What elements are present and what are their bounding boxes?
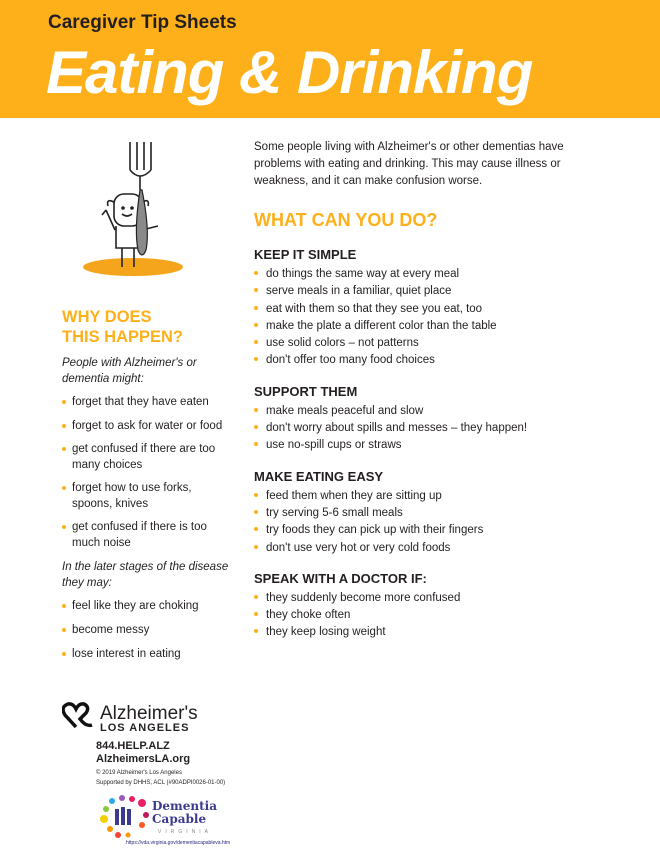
list-item: they suddenly become more confused	[254, 590, 614, 607]
section-keep-it-simple	[254, 247, 614, 370]
list-item: become messy	[62, 623, 232, 639]
dc-line1: Dementia	[152, 799, 217, 813]
list-item: make meals peaceful and slow	[254, 403, 614, 420]
dc-state: VIRGINIA	[158, 829, 212, 835]
what-can-you-do-heading: WHAT CAN YOU DO?	[254, 210, 438, 230]
intro-paragraph: Some people living with Alzheimer's or other dementias have problems with eating and drinking. This may cause illness or weakness, and it can make confusion worse.	[254, 141, 564, 187]
list-item: get confused if there are too many choices	[62, 442, 232, 473]
list-item: lose interest in eating	[62, 647, 232, 663]
dementia-capable-name	[152, 800, 217, 826]
section-title: KEEP IT SIMPLE	[254, 247, 357, 262]
list-item: use solid colors – not patterns	[254, 335, 614, 352]
copyright: © 2019 Alzheimer's Los Angeles	[96, 770, 182, 776]
page-title: Eating & Drinking	[46, 39, 533, 106]
contact-info	[96, 740, 190, 766]
list-item: try serving 5-6 small meals	[254, 505, 614, 522]
alzheimers-la-logo-icon	[62, 701, 98, 729]
list-item: they choke often	[254, 607, 614, 624]
why-section	[62, 307, 232, 671]
list-item: get confused if there is too much noise	[62, 520, 232, 551]
later-stages-intro: In the later stages of the disease they may:	[62, 561, 229, 589]
list-item: forget how to use forks, spoons, knives	[62, 481, 232, 512]
list-item: don't use very hot or very cold foods	[254, 540, 614, 557]
section-make-eating-easy	[254, 469, 614, 557]
support-note: Supported by DHHS, ACL (#90ADPI0026-01-00)	[96, 780, 226, 786]
list-item: forget to ask for water or food	[62, 419, 232, 435]
list-item: make the plate a different color than the table	[254, 318, 614, 335]
dc-url-link[interactable]: https://vda.virginia.gov/dementiacapableva.htm	[126, 840, 231, 846]
list-item: don't worry about spills and messes – they happen!	[254, 420, 614, 437]
list-item: serve meals in a familiar, quiet place	[254, 283, 614, 300]
why-heading-line1: WHY DOES	[62, 308, 152, 326]
list-item: they keep losing weight	[254, 624, 614, 641]
header-banner	[0, 0, 660, 118]
credits	[96, 768, 225, 788]
section-title: SPEAK WITH A DOCTOR IF:	[254, 570, 427, 586]
phone: 844.HELP.ALZ	[96, 740, 170, 752]
person-with-fork-illustration	[70, 130, 200, 280]
section-support-them	[254, 384, 614, 455]
series-title: Caregiver Tip Sheets	[48, 12, 237, 33]
org-name: Alzheimer's	[100, 703, 198, 724]
why-heading-line2: THIS HAPPEN?	[62, 328, 184, 346]
main-content	[254, 139, 614, 656]
list-item: forget that they have eaten	[62, 395, 232, 411]
dementia-capable-logo-icon	[98, 795, 152, 843]
dc-line2: Capable	[152, 812, 207, 826]
list-item: eat with them so that they see you eat, too	[254, 301, 614, 318]
org-city: LOS ANGELES	[100, 722, 190, 734]
list-item: don't offer too many food choices	[254, 352, 614, 369]
list-item: try foods they can pick up with their fingers	[254, 522, 614, 539]
section-title: SUPPORT THEM	[254, 383, 358, 399]
list-item: use no-spill cups or straws	[254, 437, 614, 454]
list-item: feel like they are choking	[62, 599, 232, 615]
why-intro: People with Alzheimer's or dementia might:	[62, 357, 197, 385]
section-speak-with-doctor	[254, 571, 614, 642]
section-title: MAKE EATING EASY	[254, 468, 384, 484]
website: AlzheimersLA.org	[96, 753, 191, 765]
list-item: feed them when they are sitting up	[254, 488, 614, 505]
list-item: do things the same way at every meal	[254, 266, 614, 283]
why-heading	[62, 307, 232, 347]
